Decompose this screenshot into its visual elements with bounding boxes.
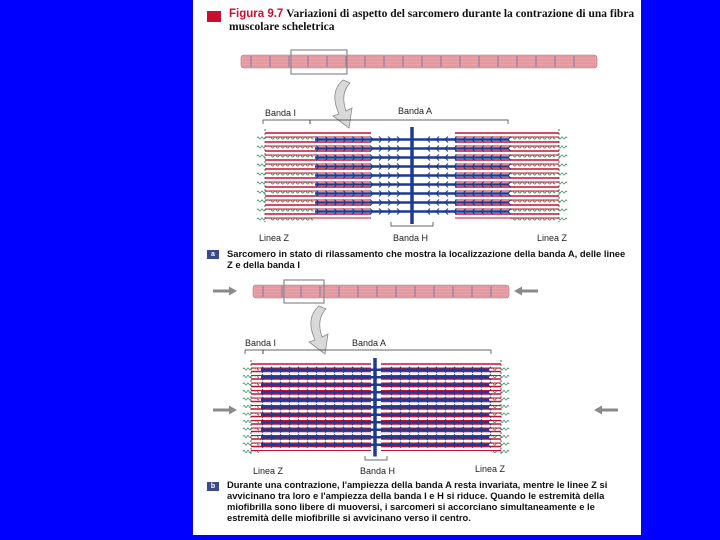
caption-b: Durante una contrazione, l'ampiezza della banda A resta invariata, mentre le linee Z si avvicinano tra loro e l'ampiezza della banda I e H si riduce. Quando le estremità della miofibrilla sono libere di muoversi, i sarcomeri si accorciano simultaneamente e le estremità delle miofibrille si avvicinano verso il centro. [227, 479, 608, 523]
label-band-a-b: Banda A [352, 338, 387, 348]
label-z-right-a: Linea Z [537, 233, 568, 243]
panel-tag-b: b [207, 482, 219, 491]
caption-a: Sarcomero in stato di rilassamento che mostra la localizzazione della banda A, delle linee Z e della banda I [227, 248, 626, 270]
zoom-arrow-a [333, 80, 352, 128]
bracket-band-i-b [245, 350, 263, 354]
label-z-left-a: Linea Z [259, 233, 290, 243]
label-band-h-b: Banda H [360, 466, 396, 476]
label-z-right-b: Linea Z [475, 464, 506, 474]
label-band-i-a: Banda I [265, 108, 297, 118]
figure-label: Figura 9.7 [229, 8, 284, 20]
bracket-band-i-a [263, 120, 310, 124]
panel-tag-a: a [207, 250, 219, 259]
push-arrow-left-top [213, 287, 237, 296]
figure-title-text: Variazioni di aspetto del sarcomero durante la contrazione di una fibra muscolare scheletrica [229, 8, 635, 33]
figure-page [193, 0, 641, 535]
push-arrow-left-bottom [213, 406, 237, 415]
label-band-a-a: Banda A [398, 106, 433, 116]
push-arrow-right-top [514, 287, 538, 296]
label-band-h-a: Banda H [393, 233, 429, 243]
bracket-band-h-b [365, 456, 387, 460]
bracket-band-a-b [263, 350, 491, 354]
zoom-arrow-b [309, 306, 328, 354]
push-arrow-right-bottom [594, 406, 618, 415]
label-z-left-b: Linea Z [253, 466, 284, 476]
label-band-i-b: Banda I [245, 338, 277, 348]
